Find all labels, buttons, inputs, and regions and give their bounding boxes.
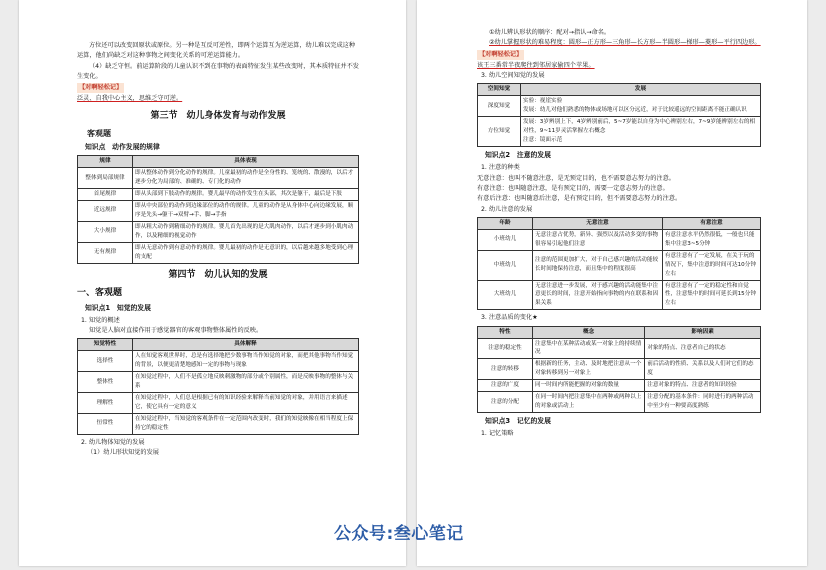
table-header-row — [478, 326, 761, 338]
table-cell: 即从无意动作到有意动作的规律。婴儿最初的动作是无意识的，以后越来越多地受到心理的支配 — [133, 242, 359, 263]
table-row — [78, 242, 359, 263]
table-row — [478, 229, 761, 250]
table-row — [78, 413, 359, 434]
subsection-heading: 一、客观题 — [77, 287, 123, 298]
table-cell: 无意注意占优势，新异、强烈以及活动多变的事物很容易引起他们注意 — [533, 229, 663, 250]
table-cell: 即从整体动作到分化动作的规律。儿童最初的动作是全身性的、笼统的、散漫的，以后才逐步分化为局部的、准确的、专门化的动作 — [133, 168, 359, 189]
table-cell: 即从中央部位的动作到边缘部位的动作的规律。儿童的动作是从身体中心向边缘发展，顺序是先头→躯干→双臂→手、脚→手指 — [133, 201, 359, 222]
table-cell: 整体性 — [78, 372, 133, 393]
table-cell: 有意注意水平仍然很低，一般也只能集中注意3~5分钟 — [662, 229, 760, 250]
memory-tip-text: 泛灵、自我中心主义，思维乏守可逆。 — [77, 95, 183, 103]
table-row — [478, 280, 761, 310]
table-cell: 选择性 — [78, 351, 133, 372]
motor-development-table — [77, 155, 359, 263]
table-cell: 小班幼儿 — [478, 229, 533, 250]
table-cell: 理解性 — [78, 393, 133, 414]
paragraph: （4）缺乏守恒。前运算阶段的儿童认识不到在事物的表面特征发生某些改变时，其本质特征并不发生变化。 — [77, 62, 359, 80]
document-page-right — [417, 0, 807, 566]
table-cell: 在知觉过程中，当知觉的客观条件在一定范围内改变时，我们的知觉映像在相当程度上保持它的稳定性 — [133, 413, 359, 434]
document-page-left — [19, 0, 406, 566]
knowledge-point-heading: 知识点 动作发展的规律 — [85, 142, 160, 151]
table-row — [78, 221, 359, 242]
list-item: 3. 注意品质的变化★ — [481, 314, 538, 322]
section-heading: 第四节 幼儿认知的发展 — [168, 269, 268, 280]
list-item: 3. 幼儿空间知觉的发展 — [481, 72, 545, 80]
table-cell: 在知觉过程中，人们不是孤立地反映刺激物的部分或个别属性，而是反映事物的整体与关系 — [133, 372, 359, 393]
attention-quality-table — [477, 326, 761, 414]
table-row — [478, 117, 761, 147]
table-header-row — [478, 84, 761, 96]
table-row — [478, 250, 761, 280]
watermark-text: 公众号:叁心笔记 — [334, 524, 464, 544]
subsection-heading: 客观题 — [87, 128, 111, 138]
memory-tip-label: 【对啊轻松记】 — [77, 83, 124, 93]
spatial-perception-table — [477, 83, 761, 147]
table-cell: 注意集中在某种活动或某一对象上的持续情况 — [533, 338, 645, 359]
section-heading: 第三节 幼儿身体发育与动作发展 — [150, 110, 286, 121]
paragraph: 知觉是人脑对直接作用于感觉器官的客观事物整体属性的反映。 — [89, 327, 263, 335]
table-header-cell: 知觉特性 — [78, 339, 133, 351]
table-cell: 有意注意有了一定发展，在关于玩的情况下，集中注意的时间可达10分钟左右 — [662, 250, 760, 280]
knowledge-point-heading: 知识点3 记忆的发展 — [485, 417, 551, 426]
table-cell: 同一时间内所能把握的对象的数量 — [533, 380, 645, 392]
table-cell: 发展：3岁辨别上下，4岁辨别前后，5~7岁能以自身为中心辨别左右，7~9岁能辨别左右的相对性，9~11岁灵活掌握左右概念 注意：镜面示范 — [521, 117, 761, 147]
table-header-cell: 年龄 — [478, 217, 533, 229]
knowledge-point-heading: 知识点1 知觉的发展 — [85, 303, 151, 312]
table-header-cell: 具体解释 — [133, 339, 359, 351]
attention-development-table — [477, 217, 761, 310]
table-cell: 有意注意有了一定的稳定性和自觉性，注意集中的时间可延长到15分钟左右 — [662, 280, 760, 310]
list-item: 1. 知觉的概述 — [81, 316, 120, 324]
table-header-cell: 特性 — [478, 326, 533, 338]
table-cell: 人在知觉客观世界时，总是有选择地把少数事物当作知觉的对象，而把其他事物当作知觉的背景，以便更清楚地感知一定的事物与现象 — [133, 351, 359, 372]
table-cell: 即从粗大动作到精细动作的规律。婴儿首先出现的是大肌肉动作，以后才逐步到小肌肉动作，以及精细的视觉动作 — [133, 221, 359, 242]
list-item: （1）幼儿形状知觉的发展 — [87, 449, 159, 457]
page-text-column — [77, 41, 359, 458]
memory-tip-text: 该王三番常半夜爬往到邻居家偷四个苹果。 — [477, 61, 595, 69]
table-row — [478, 96, 761, 117]
table-cell: 无意注意进一步发展，对于感兴趣的活动能集中注意更长的时间，注意开始指向事物的内在联系和因果关系 — [533, 280, 663, 310]
table-cell: 前后活动的性质、关系以及人们对它们的态度 — [645, 359, 761, 380]
table-row — [78, 393, 359, 414]
list-item: 1. 注意的种类 — [481, 164, 520, 172]
table-header-cell: 概念 — [533, 326, 645, 338]
table-header-cell: 影响因素 — [645, 326, 761, 338]
table-header-cell: 发展 — [521, 84, 761, 96]
paragraph: 有意注意：也叫随意注意，是有预定目的，需要一定意志努力的注意。 — [477, 184, 669, 192]
table-cell: 即从头部到下肢动作的规律。婴儿最早的动作发生在头部，其次是躯干，最后是下肢 — [133, 189, 359, 201]
paragraph: 有意后注意：也叫随意后注意，是有预定目的，但不需要意志努力的注意。 — [477, 195, 682, 203]
table-row — [478, 392, 761, 413]
table-header-row — [78, 339, 359, 351]
paragraph: 方位还可以改变回原状或原位。另一种是互反可逆性，即两个运算互为逆运算，幼儿难以完成这种运算，他们尚缺乏对这种事物之间变化关系的可逆运算能力。 — [77, 42, 356, 60]
table-cell: 无有规律 — [78, 242, 133, 263]
list-item: 1. 记忆策略 — [481, 430, 514, 438]
page-text-column — [477, 28, 761, 440]
table-row — [478, 338, 761, 359]
table-row — [78, 189, 359, 201]
table-cell: 近远规律 — [78, 201, 133, 222]
table-row — [478, 380, 761, 392]
paragraph: 无意注意：也叫不随意注意，是无预定目的，也不需要意志努力的注意。 — [477, 174, 675, 182]
table-cell: 中班幼儿 — [478, 250, 533, 280]
paragraph: ①幼儿辨认形状的顺序：配对→指认→命名。 — [489, 29, 611, 36]
table-cell: 在同一时间内把注意集中在两种或两种以上的对象或活动上 — [533, 392, 645, 413]
table-cell: 整体到局部规律 — [78, 168, 133, 189]
table-cell: 注意的稳定性 — [478, 338, 533, 359]
knowledge-point-heading: 知识点2 注意的发展 — [485, 151, 551, 160]
table-header-row — [78, 156, 359, 168]
table-row — [78, 351, 359, 372]
perception-table — [77, 338, 359, 434]
table-cell: 注意对象的特点、注意者的知识经验 — [645, 380, 761, 392]
table-cell: 根据新的任务，主动、及时地把注意从一个对象转移到另一对象上 — [533, 359, 645, 380]
table-cell: 恒常性 — [78, 413, 133, 434]
table-cell: 对象的特点、注意者自己的状态 — [645, 338, 761, 359]
table-cell: 在知觉过程中，人们总是根据已有的知识经验来解释当前知觉的对象，并用语言来描述它，使它具有一定的意义 — [133, 393, 359, 414]
table-header-cell: 具体表现 — [133, 156, 359, 168]
table-cell: 大班幼儿 — [478, 280, 533, 310]
table-header-cell: 规律 — [78, 156, 133, 168]
paragraph: ②幼儿掌握形状的难易程度：圆形—正方形—三角形—长方形—半圆形—梯形—菱形—平行四边形。 — [489, 39, 761, 47]
table-cell: 实验：视崖实验 发展：幼儿对他们熟悉的物体或场地可以区分远近，对于比较遥远的空间距离不能正确认识 — [521, 96, 761, 117]
table-row — [78, 372, 359, 393]
table-row — [478, 359, 761, 380]
memory-tip-label: 【对啊轻松记】 — [477, 50, 524, 60]
table-cell: 注意的转移 — [478, 359, 533, 380]
table-cell: 注意的广度 — [478, 380, 533, 392]
table-header-cell: 空间知觉 — [478, 84, 521, 96]
table-cell: 方位知觉 — [478, 117, 521, 147]
table-cell: 深度知觉 — [478, 96, 521, 117]
table-cell: 注意的范围更加扩大，对于自己感兴趣的活动能较长时间地保持注意，而且集中的程度很高 — [533, 250, 663, 280]
list-item: 2. 幼儿物体知觉的发展 — [81, 438, 145, 446]
table-header-cell: 有意注意 — [662, 217, 760, 229]
table-header-cell: 无意注意 — [533, 217, 663, 229]
table-cell: 首尾规律 — [78, 189, 133, 201]
table-header-row — [478, 217, 761, 229]
list-item: 2. 幼儿注意的发展 — [481, 205, 533, 213]
table-cell: 注意的分配 — [478, 392, 533, 413]
table-cell: 大小规律 — [78, 221, 133, 242]
table-row — [78, 168, 359, 189]
table-row — [78, 201, 359, 222]
table-cell: 注意分配的基本条件：同时进行的两种活动中至少有一种要高度熟练 — [645, 392, 761, 413]
